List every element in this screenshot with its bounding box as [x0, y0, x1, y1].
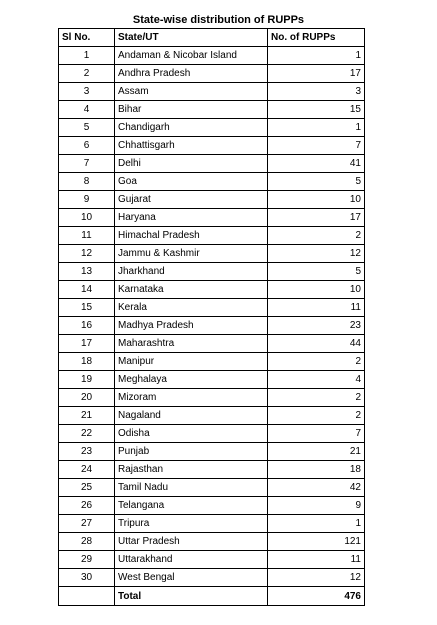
row-sl-no: 21 [59, 407, 115, 425]
row-state: Uttarakhand [115, 551, 268, 569]
table-row [59, 299, 365, 317]
total-row [59, 587, 365, 606]
row-sl-no: 10 [59, 209, 115, 227]
row-state: West Bengal [115, 569, 268, 587]
row-count: 7 [268, 425, 365, 443]
row-count: 17 [268, 65, 365, 83]
row-count: 15 [268, 101, 365, 119]
row-sl-no: 18 [59, 353, 115, 371]
row-sl-no: 7 [59, 155, 115, 173]
table-row [59, 371, 365, 389]
row-count: 18 [268, 461, 365, 479]
table-row [59, 335, 365, 353]
row-count: 12 [268, 245, 365, 263]
table-row [59, 407, 365, 425]
row-count: 4 [268, 371, 365, 389]
row-state: Himachal Pradesh [115, 227, 268, 245]
row-state: Meghalaya [115, 371, 268, 389]
table-title: State-wise distribution of RUPPs [132, 14, 305, 26]
row-state: Andaman & Nicobar Island [115, 47, 268, 65]
row-count: 5 [268, 173, 365, 191]
row-sl-no: 15 [59, 299, 115, 317]
row-count: 11 [268, 299, 365, 317]
row-count: 2 [268, 227, 365, 245]
table-row [59, 389, 365, 407]
row-count: 11 [268, 551, 365, 569]
row-count: 7 [268, 137, 365, 155]
row-sl-no: 17 [59, 335, 115, 353]
table-row [59, 569, 365, 587]
table-row [59, 47, 365, 65]
row-count: 23 [268, 317, 365, 335]
header-count: No. of RUPPs [268, 29, 365, 47]
row-state: Madhya Pradesh [115, 317, 268, 335]
total-count: 476 [268, 587, 365, 606]
row-count: 2 [268, 353, 365, 371]
row-state: Manipur [115, 353, 268, 371]
table-row [59, 515, 365, 533]
row-sl-no: 16 [59, 317, 115, 335]
row-state: Uttar Pradesh [115, 533, 268, 551]
table-body [59, 47, 365, 587]
header-state: State/UT [115, 29, 268, 47]
row-sl-no: 20 [59, 389, 115, 407]
total-sl-cell [59, 587, 115, 606]
table-row [59, 119, 365, 137]
row-count: 10 [268, 191, 365, 209]
row-sl-no: 3 [59, 83, 115, 101]
row-state: Haryana [115, 209, 268, 227]
row-state: Punjab [115, 443, 268, 461]
row-sl-no: 8 [59, 173, 115, 191]
table-row [59, 101, 365, 119]
row-state: Karnataka [115, 281, 268, 299]
row-sl-no: 9 [59, 191, 115, 209]
row-count: 2 [268, 389, 365, 407]
table-row [59, 533, 365, 551]
row-sl-no: 2 [59, 65, 115, 83]
row-count: 10 [268, 281, 365, 299]
row-sl-no: 30 [59, 569, 115, 587]
row-sl-no: 14 [59, 281, 115, 299]
row-state: Rajasthan [115, 461, 268, 479]
row-state: Tripura [115, 515, 268, 533]
table-row [59, 497, 365, 515]
row-state: Assam [115, 83, 268, 101]
table-row [59, 443, 365, 461]
row-sl-no: 4 [59, 101, 115, 119]
row-count: 44 [268, 335, 365, 353]
row-sl-no: 29 [59, 551, 115, 569]
row-state: Andhra Pradesh [115, 65, 268, 83]
table-row [59, 209, 365, 227]
row-count: 1 [268, 119, 365, 137]
row-sl-no: 23 [59, 443, 115, 461]
row-count: 3 [268, 83, 365, 101]
table-row [59, 227, 365, 245]
row-sl-no: 13 [59, 263, 115, 281]
row-sl-no: 26 [59, 497, 115, 515]
header-sl-no: Sl No. [59, 29, 115, 47]
row-sl-no: 19 [59, 371, 115, 389]
row-sl-no: 6 [59, 137, 115, 155]
table-row [59, 353, 365, 371]
row-state: Delhi [115, 155, 268, 173]
row-state: Maharashtra [115, 335, 268, 353]
row-state: Goa [115, 173, 268, 191]
table-row [59, 281, 365, 299]
row-count: 41 [268, 155, 365, 173]
row-state: Chhattisgarh [115, 137, 268, 155]
row-count: 1 [268, 515, 365, 533]
table-row [59, 425, 365, 443]
table-row [59, 479, 365, 497]
row-state: Tamil Nadu [115, 479, 268, 497]
row-sl-no: 12 [59, 245, 115, 263]
row-count: 5 [268, 263, 365, 281]
row-count: 2 [268, 407, 365, 425]
row-count: 121 [268, 533, 365, 551]
row-state: Bihar [115, 101, 268, 119]
table-row [59, 263, 365, 281]
row-state: Gujarat [115, 191, 268, 209]
total-label: Total [115, 587, 268, 606]
row-sl-no: 27 [59, 515, 115, 533]
row-count: 42 [268, 479, 365, 497]
table-row [59, 191, 365, 209]
row-count: 9 [268, 497, 365, 515]
row-state: Jammu & Kashmir [115, 245, 268, 263]
table-row [59, 317, 365, 335]
table-row [59, 551, 365, 569]
row-state: Jharkhand [115, 263, 268, 281]
row-count: 1 [268, 47, 365, 65]
row-sl-no: 5 [59, 119, 115, 137]
row-state: Mizoram [115, 389, 268, 407]
row-sl-no: 22 [59, 425, 115, 443]
row-sl-no: 11 [59, 227, 115, 245]
table-row [59, 137, 365, 155]
row-sl-no: 28 [59, 533, 115, 551]
table-header-row [59, 29, 365, 47]
row-state: Nagaland [115, 407, 268, 425]
row-state: Odisha [115, 425, 268, 443]
table-row [59, 461, 365, 479]
row-state: Telangana [115, 497, 268, 515]
table-row [59, 155, 365, 173]
row-sl-no: 25 [59, 479, 115, 497]
row-sl-no: 24 [59, 461, 115, 479]
row-count: 17 [268, 209, 365, 227]
row-state: Chandigarh [115, 119, 268, 137]
rupp-distribution-table [58, 28, 365, 606]
table-row [59, 173, 365, 191]
table-row [59, 245, 365, 263]
row-state: Kerala [115, 299, 268, 317]
row-count: 21 [268, 443, 365, 461]
row-sl-no: 1 [59, 47, 115, 65]
row-count: 12 [268, 569, 365, 587]
table-row [59, 83, 365, 101]
table-row [59, 65, 365, 83]
